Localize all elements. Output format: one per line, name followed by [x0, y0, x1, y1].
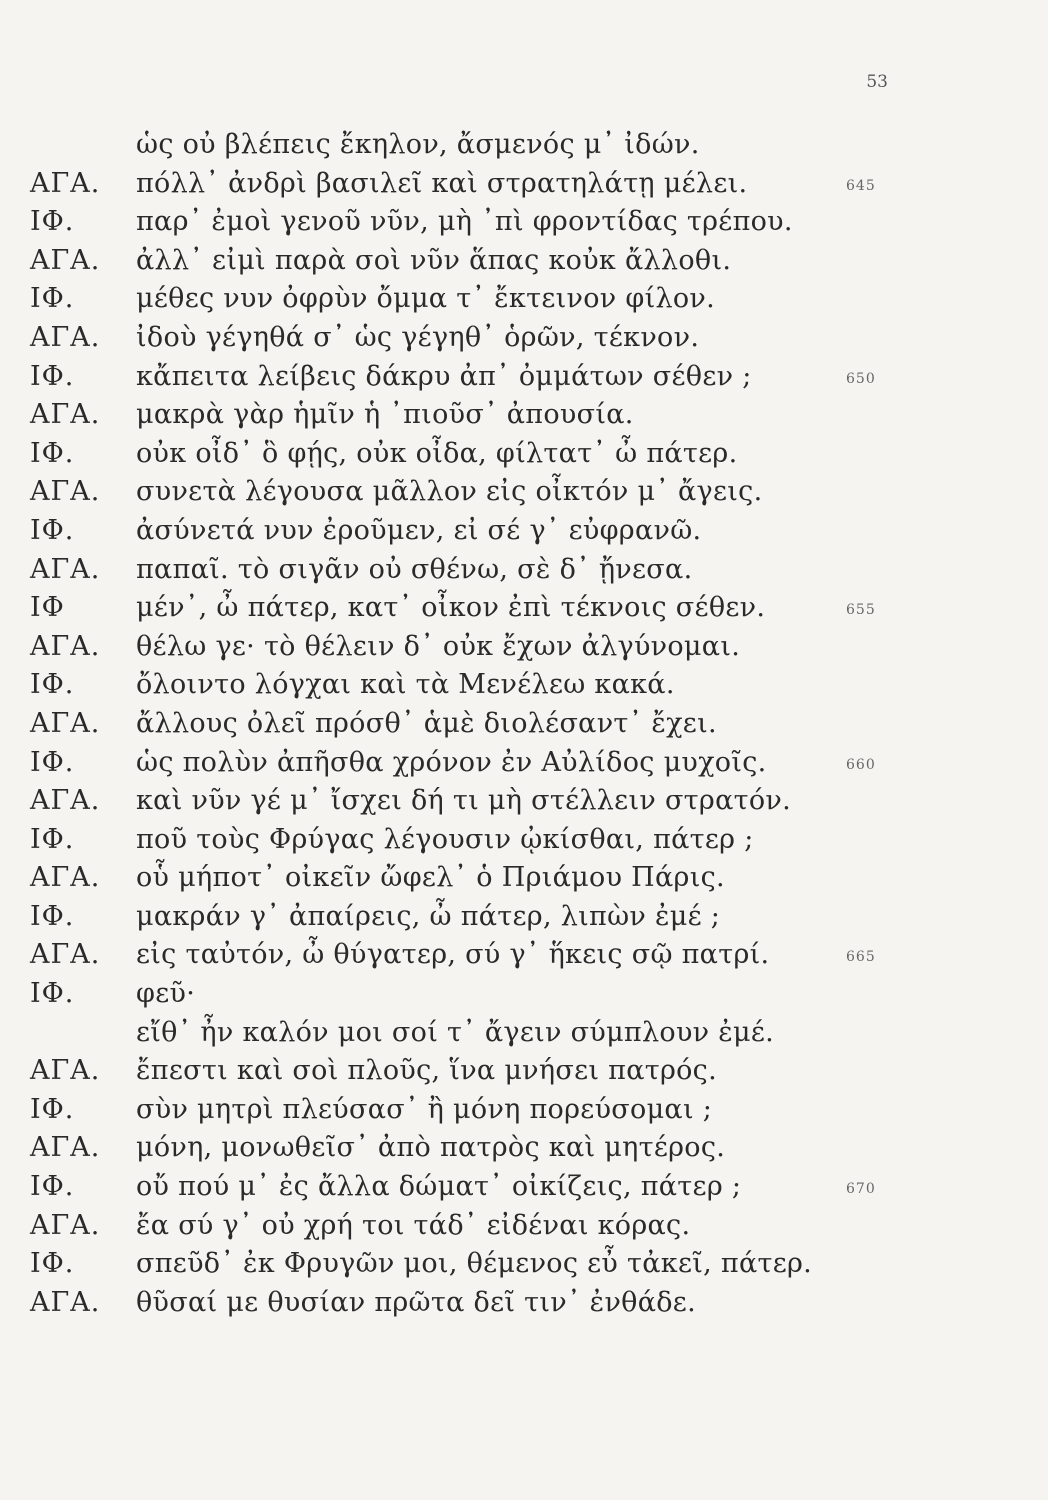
speaker-label: ΑΓΑ.: [30, 553, 101, 585]
verse-text: οὗ μήποτ᾽ οἰκεῖν ὤφελ᾽ ὁ Πριάμου Πάρις.: [136, 862, 725, 894]
verse-line: [0, 203, 1048, 242]
verse-text: ἔα σύ γ᾽ οὐ χρή τοι τάδ᾽ εἰδέναι κόρας.: [136, 1209, 691, 1241]
verse-line: [0, 126, 1048, 165]
verse-line: [0, 242, 1048, 281]
speaker-label: ΑΓΑ.: [30, 939, 101, 971]
verse-line: [0, 1245, 1048, 1284]
verse-text: θέλω γε· τὸ θέλειν δ᾽ οὐκ ἔχων ἀλγύνομαι.: [136, 630, 741, 662]
verse-line: [0, 358, 1048, 397]
speaker-label: ΑΓΑ.: [30, 399, 101, 431]
line-number: 665: [846, 949, 876, 966]
verse-text: κἄπειτα λείβεις δάκρυ ἀπ᾽ ὀμμάτων σέθεν ;: [136, 360, 752, 392]
speaker-label: ΑΓΑ.: [30, 707, 101, 739]
verse-text: εἰς ταὐτόν, ὦ θύγατερ, σύ γ᾽ ἥκεις σῷ πατρί.: [136, 939, 770, 971]
verse-line: [0, 705, 1048, 744]
line-number: 645: [846, 177, 876, 194]
verse-line: [0, 551, 1048, 590]
speaker-label: ΑΓΑ.: [30, 1055, 101, 1087]
verse-text: εἴθ᾽ ἦν καλόν μοι σοί τ᾽ ἄγειν σύμπλουν ἐμέ.: [136, 1016, 775, 1048]
verse-text: συνετὰ λέγουσα μᾶλλον εἰς οἶκτόν μ᾽ ἄγεις.: [136, 476, 763, 508]
verse-text: ἀλλ᾽ εἰμὶ παρὰ σοὶ νῦν ἅπας κοὐκ ἄλλοθι.: [136, 244, 732, 276]
verse-line: [0, 280, 1048, 319]
speaker-label: ΑΓΑ.: [30, 1286, 101, 1318]
speaker-label: ΑΓΑ.: [30, 785, 101, 817]
verse-text: ὡς πολὺν ἀπῆσθα χρόνον ἐν Αὐλίδος μυχοῖς.: [136, 746, 767, 778]
speaker-label: ΑΓΑ.: [30, 476, 101, 508]
verse-text: σὺν μητρὶ πλεύσασ᾽ ἢ μόνη πορεύσομαι ;: [136, 1093, 713, 1125]
verse-line: [0, 821, 1048, 860]
verse-line: [0, 396, 1048, 435]
verse-text: ὡς οὐ βλέπεις ἔκηλον, ἄσμενός μ᾽ ἰδών.: [136, 129, 700, 160]
verse-line: [0, 589, 1048, 628]
speaker-label: ΙΦ.: [30, 1248, 75, 1280]
dialogue-lines: [0, 126, 1048, 1322]
verse-line: [0, 666, 1048, 705]
speaker-label: ΑΓΑ.: [30, 321, 101, 353]
verse-line: [0, 1168, 1048, 1207]
line-number: 650: [846, 370, 876, 387]
verse-line: [0, 859, 1048, 898]
verse-line: [0, 319, 1048, 358]
speaker-label: ΙΦ.: [30, 669, 75, 701]
page-number: 53: [866, 72, 888, 92]
verse-text: μακράν γ᾽ ἀπαίρεις, ὦ πάτερ, λιπὼν ἐμέ ;: [136, 900, 721, 932]
verse-line: [0, 1014, 1048, 1053]
speaker-label: ΙΦ.: [30, 746, 75, 778]
speaker-label: ΙΦ.: [30, 978, 75, 1010]
verse-text: ἰδοὺ γέγηθά σ᾽ ὡς γέγηθ᾽ ὁρῶν, τέκνον.: [136, 321, 700, 353]
verse-line: [0, 782, 1048, 821]
verse-text: ὄλοιντο λόγχαι καὶ τὰ Μενέλεω κακά.: [136, 669, 675, 701]
line-number: 660: [846, 756, 876, 773]
verse-text: σπεῦδ᾽ ἐκ Φρυγῶν μοι, θέμενος εὖ τἀκεῖ, πάτερ.: [136, 1248, 813, 1280]
verse-text: παρ᾽ ἐμοὶ γενοῦ νῦν, μὴ ᾽πὶ φροντίδας τρέπου.: [136, 206, 793, 238]
verse-text: μόνη, μονωθεῖσ᾽ ἀπὸ πατρὸς καὶ μητέρος.: [136, 1132, 726, 1164]
verse-line: [0, 435, 1048, 474]
verse-text: θῦσαί με θυσίαν πρῶτα δεῖ τιν᾽ ἐνθάδε.: [136, 1286, 696, 1318]
speaker-label: ΑΓΑ.: [30, 1132, 101, 1164]
verse-line: [0, 975, 1048, 1014]
speaker-label: ΙΦ.: [30, 1171, 75, 1203]
verse-text: ἔπεστι καὶ σοὶ πλοῦς, ἵνα μνήσει πατρός.: [136, 1055, 717, 1087]
verse-line: [0, 744, 1048, 783]
verse-text: μακρὰ γὰρ ἡμῖν ἡ ᾽πιοῦσ᾽ ἀπουσία.: [136, 399, 634, 431]
speaker-label: ΑΓΑ.: [30, 1209, 101, 1241]
speaker-label: ΙΦ.: [30, 823, 75, 855]
speaker-label: ΑΓΑ.: [30, 167, 101, 199]
verse-text: ποῦ τοὺς Φρύγας λέγουσιν ᾠκίσθαι, πάτερ ;: [136, 823, 754, 855]
line-number: 670: [846, 1181, 876, 1198]
speaker-label: ΑΓΑ.: [30, 630, 101, 662]
speaker-label: ΑΓΑ.: [30, 244, 101, 276]
verse-line: [0, 1052, 1048, 1091]
verse-line: [0, 473, 1048, 512]
speaker-label: ΙΦ.: [30, 900, 75, 932]
speaker-label: ΙΦ: [30, 592, 65, 624]
speaker-label: ΙΦ.: [30, 206, 75, 238]
verse-line: [0, 1207, 1048, 1246]
speaker-label: ΙΦ.: [30, 514, 75, 546]
speaker-label: ΑΓΑ.: [30, 862, 101, 894]
verse-line: [0, 165, 1048, 204]
verse-line: [0, 628, 1048, 667]
verse-line: [0, 1284, 1048, 1323]
speaker-label: ΙΦ.: [30, 1093, 75, 1125]
verse-text: μέθες νυν ὀφρὺν ὄμμα τ᾽ ἔκτεινον φίλον.: [136, 283, 716, 315]
verse-line: [0, 1091, 1048, 1130]
verse-text: ἀσύνετά νυν ἐροῦμεν, εἰ σέ γ᾽ εὐφρανῶ.: [136, 514, 702, 546]
verse-line: [0, 512, 1048, 551]
verse-text: καὶ νῦν γέ μ᾽ ἴσχει δή τι μὴ στέλλειν στρατόν.: [136, 785, 792, 817]
verse-text: οὔ πού μ᾽ ἐς ἄλλα δώματ᾽ οἰκίζεις, πάτερ ;: [136, 1171, 742, 1203]
verse-line: [0, 1129, 1048, 1168]
line-number: 655: [846, 602, 876, 619]
verse-line: [0, 898, 1048, 937]
speaker-label: ΙΦ.: [30, 360, 75, 392]
verse-text: οὐκ οἶδ᾽ ὃ φῄς, οὐκ οἶδα, φίλτατ᾽ ὦ πάτερ.: [136, 437, 738, 469]
verse-text: παπαῖ. τὸ σιγᾶν οὐ σθένω, σὲ δ᾽ ᾔνεσα.: [136, 553, 693, 585]
verse-text: φεῦ·: [136, 978, 196, 1010]
verse-line: [0, 936, 1048, 975]
verse-text: πόλλ᾽ ἀνδρὶ βασιλεῖ καὶ στρατηλάτῃ μέλει.: [136, 167, 748, 199]
speaker-label: ΙΦ.: [30, 437, 75, 469]
verse-text: ἄλλους ὀλεῖ πρόσθ᾽ ἁμὲ διολέσαντ᾽ ἔχει.: [136, 707, 717, 739]
verse-text: μέν᾽, ὦ πάτερ, κατ᾽ οἶκον ἐπὶ τέκνοις σέθεν.: [136, 592, 766, 624]
speaker-label: ΙΦ.: [30, 283, 75, 315]
